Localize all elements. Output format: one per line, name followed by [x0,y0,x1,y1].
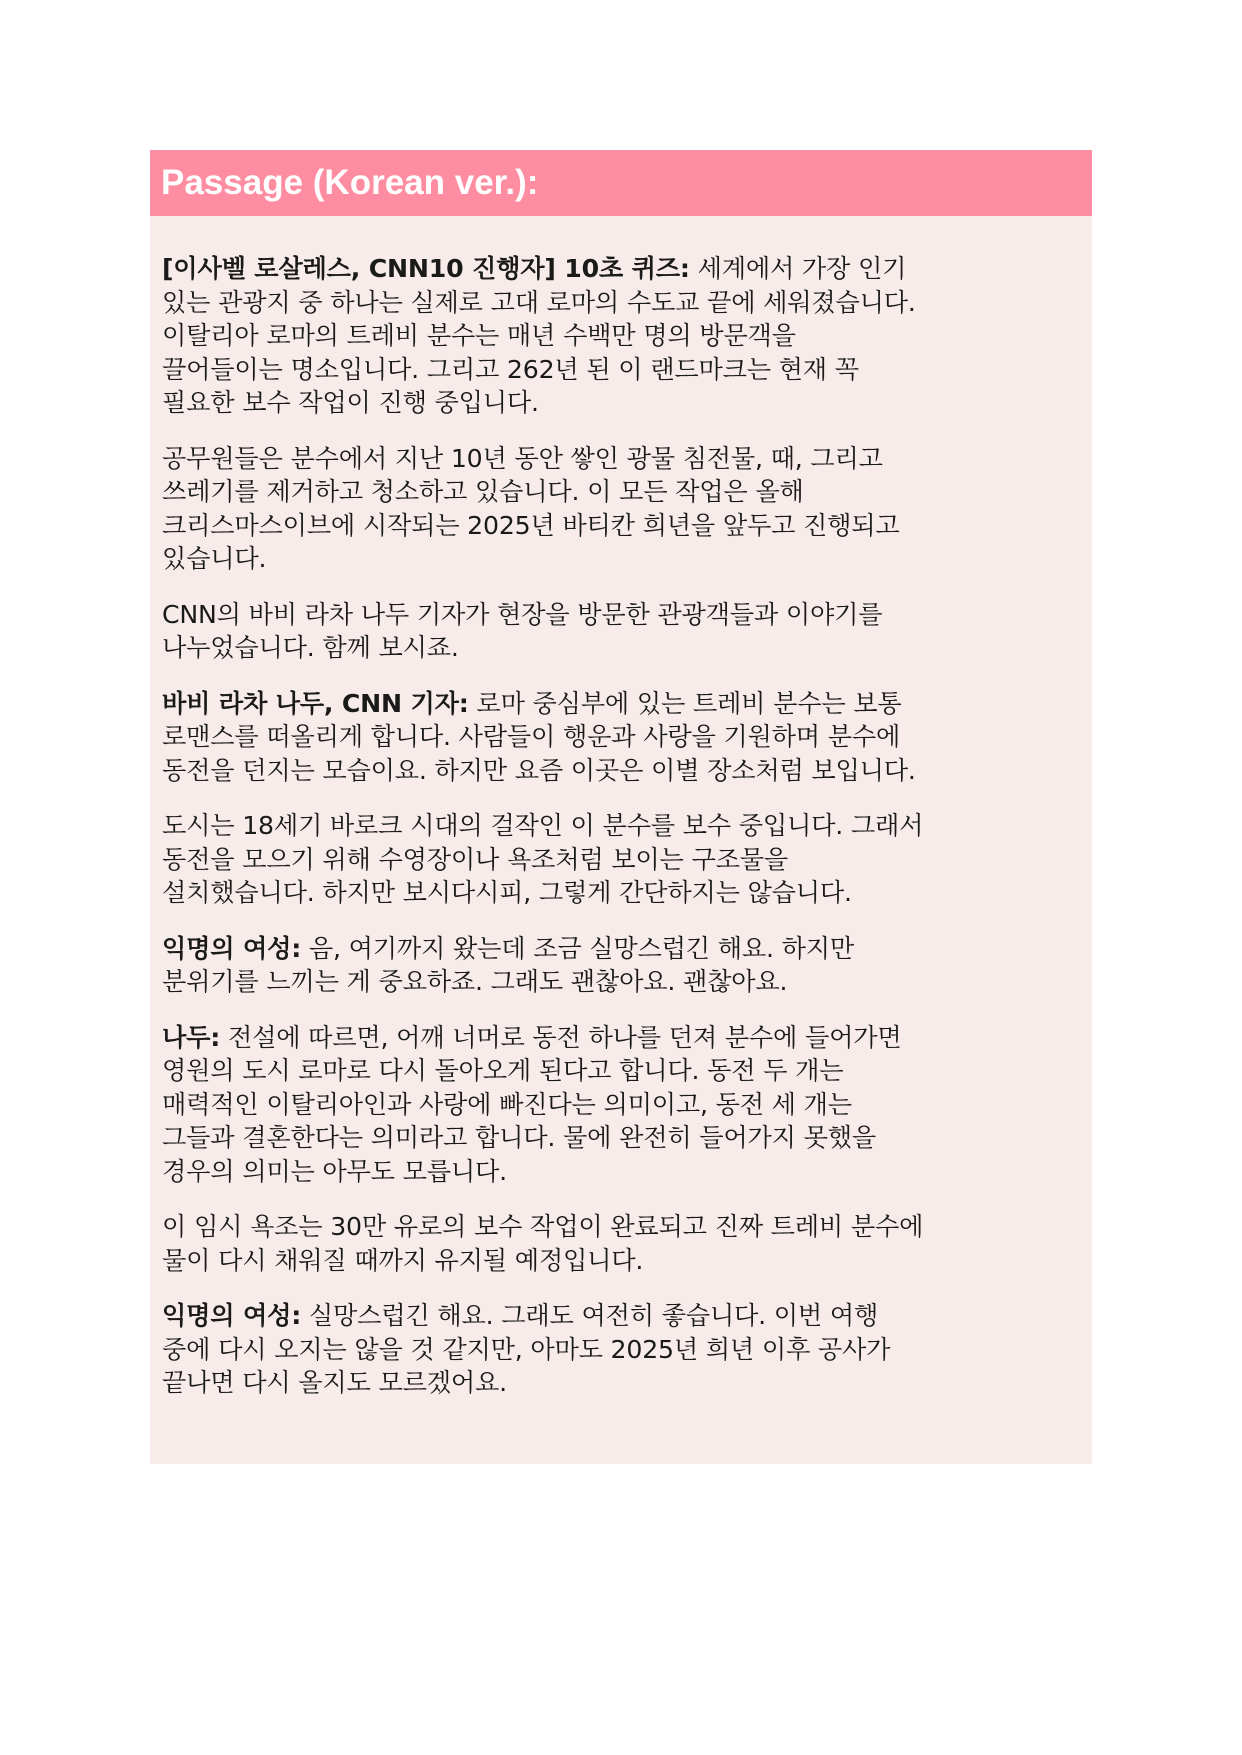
paragraph-text: 이 임시 욕조는 30만 유로의 보수 작업이 완료되고 진짜 트레비 분수에 물이 다시 채워질 때까지 유지될 예정입니다. [162,1212,924,1275]
paragraph [162,932,1082,999]
paragraph [162,1299,1082,1400]
paragraph-text: 음, 여기까지 왔는데 조금 실망스럽긴 해요. 하지만 분위기를 느끼는 게 중요하죠. 그래도 괜찮아요. 괜찮아요. [162,933,854,996]
paragraph [162,687,1082,788]
passage-body [150,216,1092,1400]
paragraph-text: 실망스럽긴 해요. 그래도 여전히 좋습니다. 이번 여행 중에 다시 오지는 않을 것 같지만, 아마도 2025년 희년 이후 공사가 끝나면 다시 올지도 모르겠어요. [162,1301,891,1397]
paragraph [162,1210,1082,1277]
speaker-label: 바비 라차 나두, CNN 기자: [162,688,469,718]
passage-title: Passage (Korean ver.): [161,163,539,202]
paragraph-text: 도시는 18세기 바로크 시대의 걸작인 이 분수를 보수 중입니다. 그래서 동전을 모으기 위해 수영장이나 욕조처럼 보이는 구조물을 설치했습니다. 하지만 보시다시피, 그렇게 간단하지는 않습니다. [162,811,924,907]
paragraph [162,252,1082,420]
paragraph-text: CNN의 바비 라차 나두 기자가 현장을 방문한 관광객들과 이야기를 나누었습니다. 함께 보시죠. [162,599,883,662]
paragraph-text: 전설에 따르면, 어깨 너머로 동전 하나를 던져 분수에 들어가면 영원의 도시 로마로 다시 돌아오게 된다고 합니다. 동전 두 개는 매력적인 이탈리아인과 사랑에 빠진다는 의미이고, 동전 세 개는 그들과 결혼한다는 의미라고 합니다. 물에 완전히 들어가지 못했을 경우의 의미는 아무도 모릅니다. [162,1022,902,1186]
paragraph-text: 세계에서 가장 인기 있는 관광지 중 하나는 실제로 고대 로마의 수도교 끝에 세워졌습니다. 이탈리아 로마의 트레비 분수는 매년 수백만 명의 방문객을 끌어들이는 명소입니다. 그리고 262년 된 이 랜드마크는 현재 꼭 필요한 보수 작업이 진행 중입니다. [162,254,916,417]
speaker-label: 나두: [162,1022,221,1052]
paragraph [162,598,1082,665]
paragraph [162,1021,1082,1189]
speaker-label: 익명의 여성: [162,1301,302,1330]
passage-header [150,150,1092,216]
speaker-label: 익명의 여성: [162,933,302,963]
speaker-label: [이사벨 로살레스, CNN10 진행자] 10초 퀴즈: [162,254,690,283]
paragraph-text: 로마 중심부에 있는 트레비 분수는 보통 로맨스를 떠올리게 합니다. 사람들이 행운과 사랑을 기원하며 분수에 동전을 던지는 모습이요. 하지만 요즘 이곳은 이별 장소처럼 보입니다. [162,688,916,785]
paragraph [162,809,1082,910]
paragraph-text: 공무원들은 분수에서 지난 10년 동안 쌓인 광물 침전물, 때, 그리고 쓰레기를 제거하고 청소하고 있습니다. 이 모든 작업은 올해 크리스마스이브에 시작되는 2025년 바티칸 희년을 앞두고 진행되고 있습니다. [162,443,900,573]
paragraph [162,442,1082,576]
passage-card [150,150,1092,1464]
